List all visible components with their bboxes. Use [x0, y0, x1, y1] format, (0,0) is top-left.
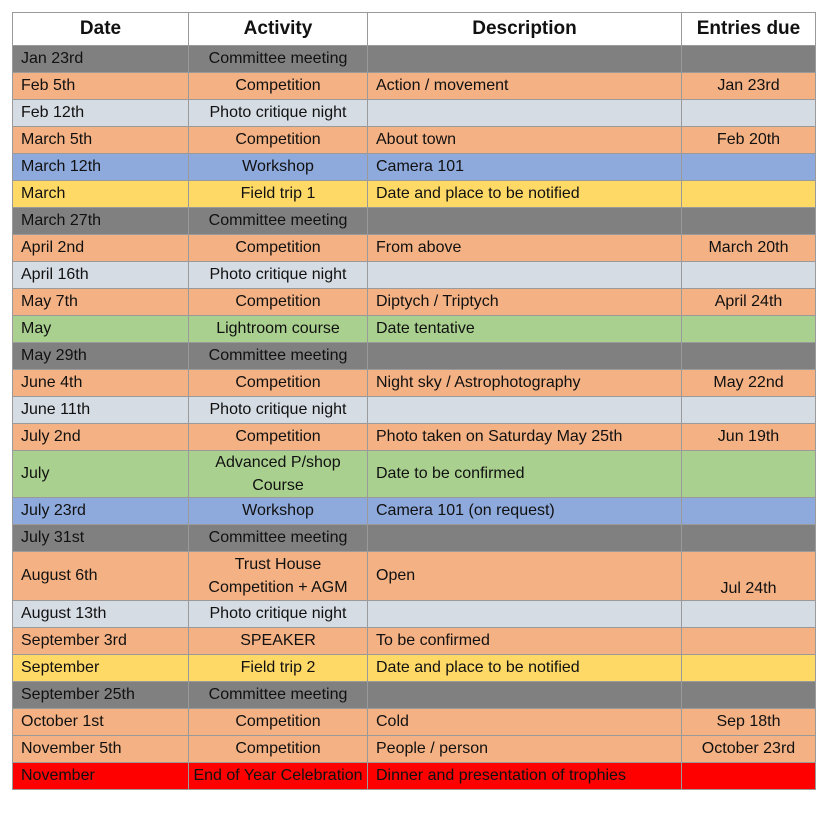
description-cell: Dinner and presentation of trophies	[368, 763, 682, 790]
description-cell: Date to be confirmed	[368, 451, 682, 498]
description-cell: About town	[368, 127, 682, 154]
header-date: Date	[13, 13, 189, 46]
header-activity: Activity	[189, 13, 368, 46]
header-description: Description	[368, 13, 682, 46]
entries-due-cell	[682, 316, 816, 343]
description-cell	[368, 100, 682, 127]
description-cell: Cold	[368, 709, 682, 736]
entries-due-cell: April 24th	[682, 289, 816, 316]
activity-cell: Photo critique night	[189, 100, 368, 127]
table-row	[13, 709, 816, 736]
activity-cell: SPEAKER	[189, 628, 368, 655]
date-cell: June 4th	[13, 370, 189, 397]
entries-due-cell: Jul 24th	[682, 552, 816, 601]
date-cell: May	[13, 316, 189, 343]
entries-due-cell: October 23rd	[682, 736, 816, 763]
date-cell: March 27th	[13, 208, 189, 235]
activity-cell: Workshop	[189, 154, 368, 181]
activity-cell: Field trip 2	[189, 655, 368, 682]
entries-due-cell: Sep 18th	[682, 709, 816, 736]
date-cell: Feb 5th	[13, 73, 189, 100]
activity-cell: Committee meeting	[189, 525, 368, 552]
date-cell: August 13th	[13, 601, 189, 628]
date-cell: Feb 12th	[13, 100, 189, 127]
entries-due-cell	[682, 763, 816, 790]
date-cell: November 5th	[13, 736, 189, 763]
entries-due-cell	[682, 451, 816, 498]
entries-due-cell	[682, 343, 816, 370]
entries-due-cell	[682, 498, 816, 525]
description-cell	[368, 208, 682, 235]
description-cell: Night sky / Astrophotography	[368, 370, 682, 397]
activity-cell: Committee meeting	[189, 343, 368, 370]
description-cell: Camera 101	[368, 154, 682, 181]
entries-due-cell	[682, 46, 816, 73]
entries-due-cell: March 20th	[682, 235, 816, 262]
date-cell: March 12th	[13, 154, 189, 181]
header-row	[13, 13, 816, 46]
date-cell: March	[13, 181, 189, 208]
date-cell: July	[13, 451, 189, 498]
activity-cell: Committee meeting	[189, 46, 368, 73]
table-row	[13, 343, 816, 370]
entries-due-cell	[682, 208, 816, 235]
table-row	[13, 424, 816, 451]
table-row	[13, 208, 816, 235]
date-cell: September	[13, 655, 189, 682]
activity-cell: Competition	[189, 289, 368, 316]
table-row	[13, 154, 816, 181]
activity-cell: Competition	[189, 235, 368, 262]
date-cell: June 11th	[13, 397, 189, 424]
description-cell: Photo taken on Saturday May 25th	[368, 424, 682, 451]
activity-cell: Competition	[189, 709, 368, 736]
date-cell: September 3rd	[13, 628, 189, 655]
table-row	[13, 655, 816, 682]
table-row	[13, 73, 816, 100]
date-cell: November	[13, 763, 189, 790]
description-cell: Open	[368, 552, 682, 601]
date-cell: April 16th	[13, 262, 189, 289]
entries-due-cell	[682, 262, 816, 289]
activity-cell: Competition	[189, 127, 368, 154]
table-row	[13, 100, 816, 127]
entries-due-cell	[682, 181, 816, 208]
description-cell	[368, 525, 682, 552]
activity-cell: Competition	[189, 73, 368, 100]
date-cell: October 1st	[13, 709, 189, 736]
table-body	[13, 46, 816, 790]
date-cell: May 29th	[13, 343, 189, 370]
entries-due-cell	[682, 100, 816, 127]
entries-due-cell: Feb 20th	[682, 127, 816, 154]
date-cell: Jan 23rd	[13, 46, 189, 73]
date-cell: April 2nd	[13, 235, 189, 262]
table-row	[13, 316, 816, 343]
activity-cell: Photo critique night	[189, 262, 368, 289]
activity-cell: Competition	[189, 736, 368, 763]
date-cell: March 5th	[13, 127, 189, 154]
header-entries-due: Entries due	[682, 13, 816, 46]
table-row	[13, 262, 816, 289]
entries-due-cell	[682, 397, 816, 424]
table-row	[13, 628, 816, 655]
activity-cell: Committee meeting	[189, 682, 368, 709]
activity-cell: Workshop	[189, 498, 368, 525]
entries-due-cell	[682, 154, 816, 181]
activity-cell: End of Year Celebration	[189, 763, 368, 790]
description-cell: To be confirmed	[368, 628, 682, 655]
description-cell: Date and place to be notified	[368, 655, 682, 682]
table-row	[13, 525, 816, 552]
table-row	[13, 601, 816, 628]
description-cell: Camera 101 (on request)	[368, 498, 682, 525]
table-row	[13, 397, 816, 424]
description-cell: Action / movement	[368, 73, 682, 100]
table-row	[13, 127, 816, 154]
activity-cell: Trust House Competition + AGM	[189, 552, 368, 601]
date-cell: July 31st	[13, 525, 189, 552]
table-row	[13, 498, 816, 525]
events-table	[12, 12, 816, 790]
activity-cell: Field trip 1	[189, 181, 368, 208]
date-cell: July 23rd	[13, 498, 189, 525]
activity-cell: Committee meeting	[189, 208, 368, 235]
table-row	[13, 235, 816, 262]
table-row	[13, 370, 816, 397]
description-cell	[368, 46, 682, 73]
table-row	[13, 763, 816, 790]
table-row	[13, 451, 816, 498]
description-cell: From above	[368, 235, 682, 262]
activity-cell: Photo critique night	[189, 601, 368, 628]
entries-due-cell	[682, 655, 816, 682]
table-row	[13, 46, 816, 73]
table-row	[13, 682, 816, 709]
entries-due-cell: Jun 19th	[682, 424, 816, 451]
description-cell	[368, 682, 682, 709]
description-cell: Date and place to be notified	[368, 181, 682, 208]
date-cell: September 25th	[13, 682, 189, 709]
activity-cell: Photo critique night	[189, 397, 368, 424]
entries-due-cell	[682, 601, 816, 628]
date-cell: July 2nd	[13, 424, 189, 451]
activity-cell: Lightroom course	[189, 316, 368, 343]
table-row	[13, 736, 816, 763]
entries-due-cell	[682, 682, 816, 709]
description-cell: Date tentative	[368, 316, 682, 343]
description-cell: Diptych / Triptych	[368, 289, 682, 316]
table-row	[13, 552, 816, 601]
activity-cell: Competition	[189, 424, 368, 451]
activity-cell: Competition	[189, 370, 368, 397]
entries-due-cell: May 22nd	[682, 370, 816, 397]
entries-due-cell	[682, 628, 816, 655]
description-cell	[368, 601, 682, 628]
entries-due-cell	[682, 525, 816, 552]
description-cell: People / person	[368, 736, 682, 763]
description-cell	[368, 262, 682, 289]
table-row	[13, 289, 816, 316]
table-row	[13, 181, 816, 208]
description-cell	[368, 397, 682, 424]
description-cell	[368, 343, 682, 370]
date-cell: May 7th	[13, 289, 189, 316]
date-cell: August 6th	[13, 552, 189, 601]
activity-cell: Advanced P/shop Course	[189, 451, 368, 498]
entries-due-cell: Jan 23rd	[682, 73, 816, 100]
